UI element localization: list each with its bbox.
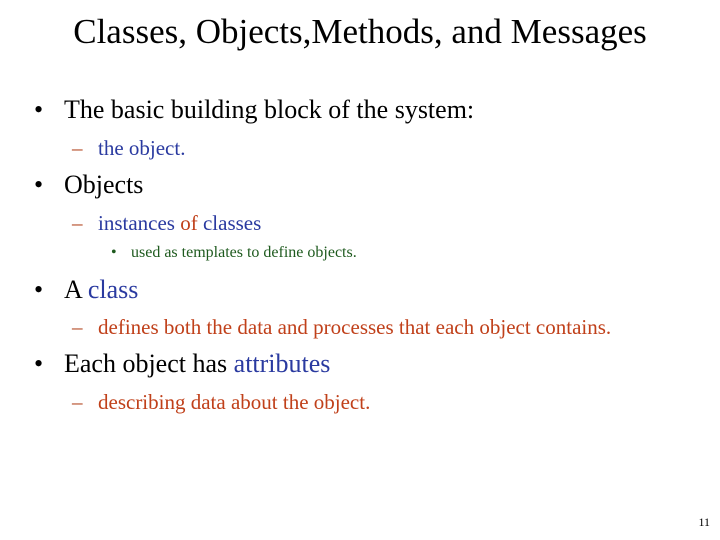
bullet-text-part1: A (64, 275, 88, 304)
page-number: 11 (698, 515, 710, 529)
bullet-a-class (34, 274, 138, 306)
subbullet-defines (72, 314, 611, 340)
bullet-symbol: • (111, 244, 117, 261)
subbullet-text: defines both the data and processes that each object contains. (98, 315, 612, 339)
bullet-symbol: • (34, 349, 44, 378)
bullet-basic-building-block (34, 94, 474, 126)
subbullet-instances-of-classes (72, 210, 261, 236)
subbullet-text-part1: instances (98, 211, 181, 235)
subbullet-text-part2: of (180, 211, 198, 235)
bullet-text-part2: class (87, 275, 139, 304)
subbullet-text: describing data about the object. (98, 390, 371, 414)
bullet-text-part1: Each object has (64, 349, 234, 378)
dash-symbol: – (72, 315, 83, 339)
bullet-text-part2: attributes (233, 349, 331, 378)
bullet-symbol: • (34, 275, 44, 304)
bullet-each-object (34, 348, 330, 380)
subbullet-text-part3: classes (197, 211, 262, 235)
subsubbullet-templates (111, 243, 357, 263)
subbullet-describing (72, 389, 370, 415)
bullet-text: The basic building block of the system: (64, 95, 475, 124)
bullet-objects (34, 169, 143, 201)
slide-title: Classes, Objects,Methods, and Messages (73, 12, 647, 51)
bullet-text: Objects (64, 170, 144, 199)
subbullet-text: the object. (98, 136, 186, 160)
dash-symbol: – (72, 136, 83, 160)
dash-symbol: – (72, 211, 83, 235)
dash-symbol: – (72, 390, 83, 414)
bullet-symbol: • (34, 95, 44, 124)
subsubbullet-text: used as templates to define objects. (131, 244, 357, 261)
bullet-symbol: • (34, 170, 44, 199)
subbullet-the-object (72, 135, 185, 161)
